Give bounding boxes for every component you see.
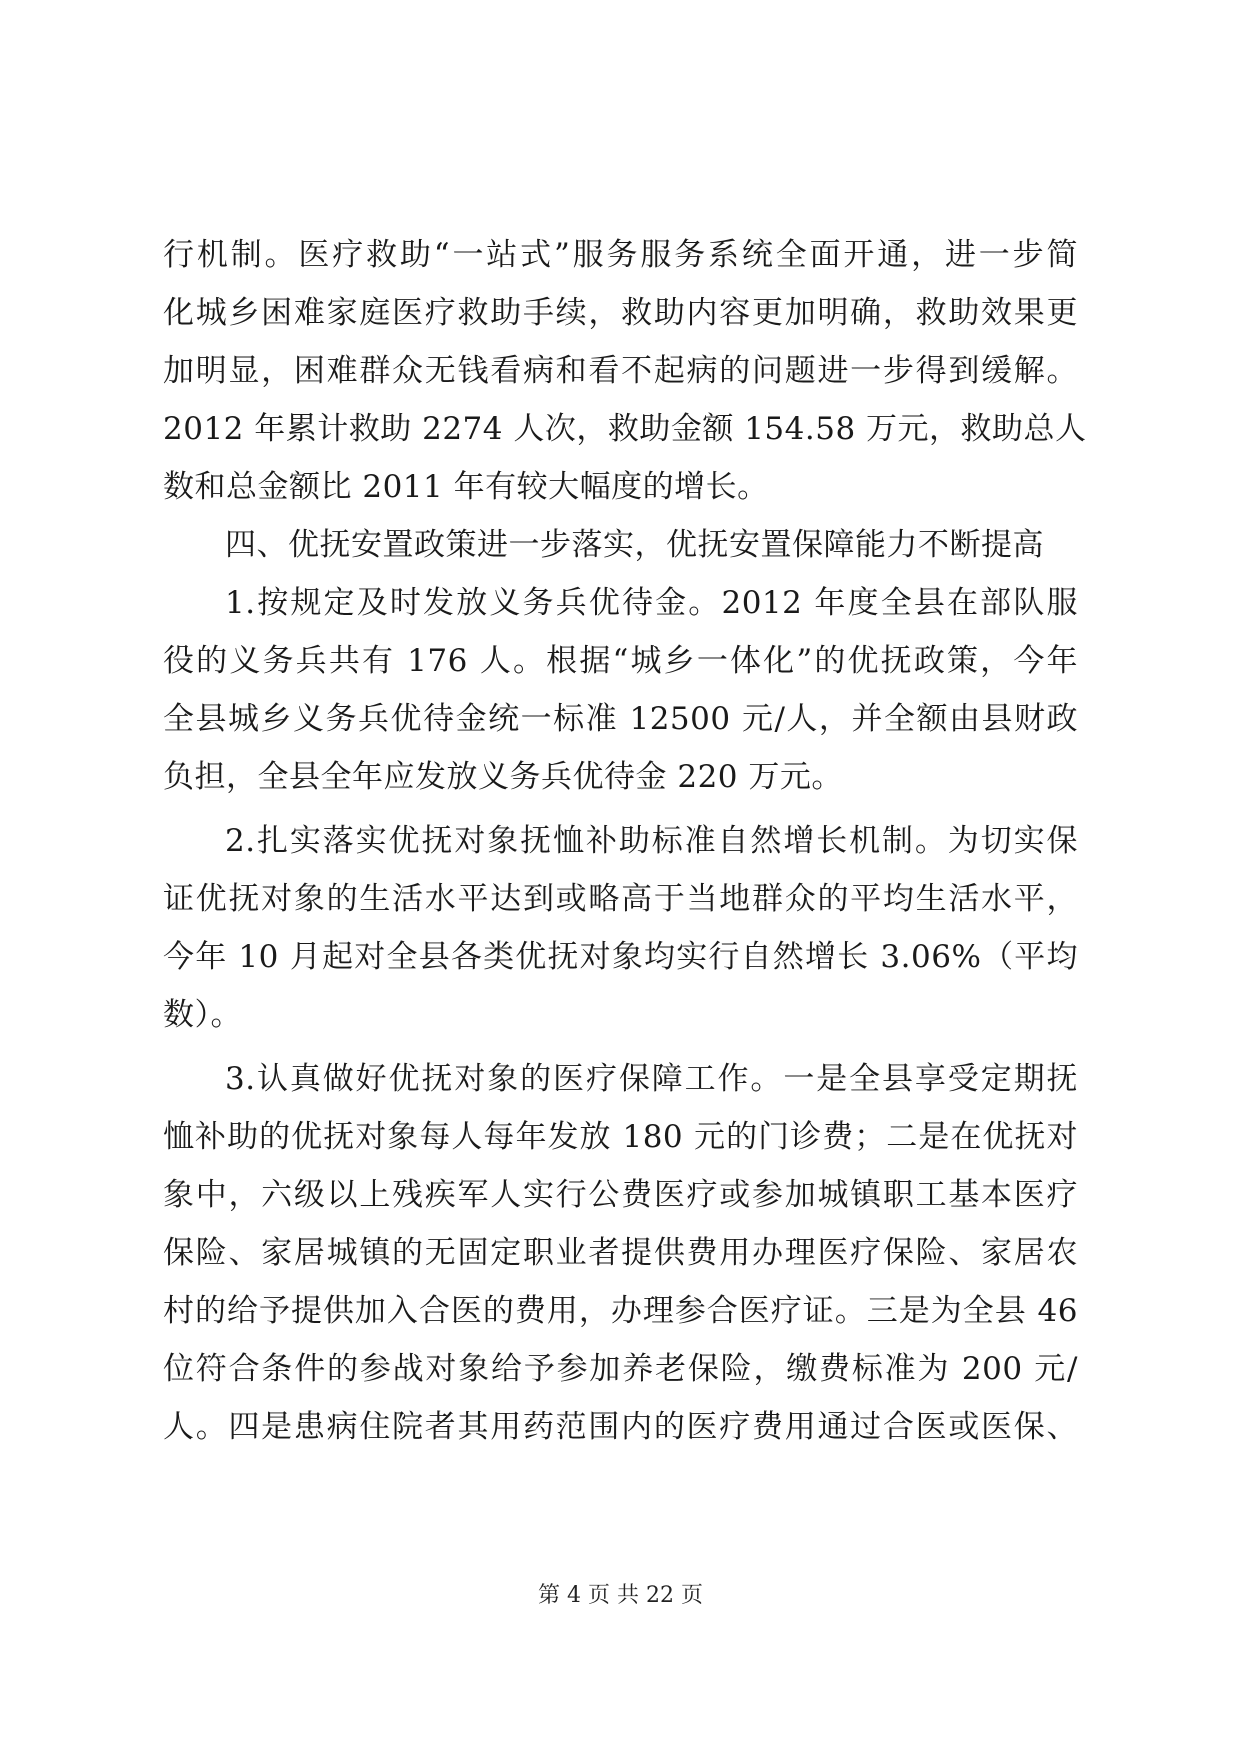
paragraph-line: 村的给予提供加入合医的费用，办理参合医疗证。三是为全县 46 (163, 1293, 1078, 1329)
paragraph-line: 人。四是患病住院者其用药范围内的医疗费用通过合医或医保、 (163, 1409, 1078, 1445)
paragraph-line: 恤补助的优抚对象每人每年发放 180 元的门诊费；二是在优抚对 (163, 1119, 1078, 1155)
paragraph-line: 数）。 (163, 997, 242, 1033)
paragraph-line: 3.认真做好优抚对象的医疗保障工作。一是全县享受定期抚 (225, 1061, 1078, 1097)
paragraph-line: 全县城乡义务兵优待金统一标准 12500 元/人，并全额由县财政 (163, 701, 1078, 737)
paragraph-line: 象中，六级以上残疾军人实行公费医疗或参加城镇职工基本医疗 (163, 1177, 1078, 1213)
paragraph-line: 化城乡困难家庭医疗救助手续，救助内容更加明确，救助效果更 (163, 295, 1078, 331)
paragraph-line: 证优抚对象的生活水平达到或略高于当地群众的平均生活水平， (163, 881, 1078, 917)
paragraph-line: 今年 10 月起对全县各类优抚对象均实行自然增长 3.06%（平均 (163, 939, 1078, 975)
paragraph-line: 加明显，困难群众无钱看病和看不起病的问题进一步得到缓解。 (163, 353, 1078, 389)
paragraph-line: 役的义务兵共有 176 人。根据“城乡一体化”的优抚政策，今年 (163, 643, 1078, 679)
paragraph-line: 行机制。医疗救助“一站式”服务服务系统全面开通，进一步简 (163, 237, 1078, 273)
paragraph-line: 位符合条件的参战对象给予参加养老保险，缴费标准为 200 元/ (163, 1351, 1078, 1387)
paragraph-line: 保险、家居城镇的无固定职业者提供费用办理医疗保险、家居农 (163, 1235, 1078, 1271)
document-body (163, 226, 1087, 1456)
page-footer: 第 4 页 共 22 页 (538, 1583, 703, 1608)
section-heading: 四、优抚安置政策进一步落实，优抚安置保障能力不断提高 (225, 527, 1044, 563)
paragraph-line: 2.扎实落实优抚对象抚恤补助标准自然增长机制。为切实保 (225, 823, 1078, 859)
paragraph-line: 负担，全县全年应发放义务兵优待金 220 万元。 (163, 759, 843, 795)
paragraph-line: 2012 年累计救助 2274 人次，救助金额 154.58 万元，救助总人 (163, 411, 1087, 447)
paragraph-line: 数和总金额比 2011 年有较大幅度的增长。 (163, 469, 769, 505)
paragraph-line: 1.按规定及时发放义务兵优待金。2012 年度全县在部队服 (225, 585, 1078, 621)
